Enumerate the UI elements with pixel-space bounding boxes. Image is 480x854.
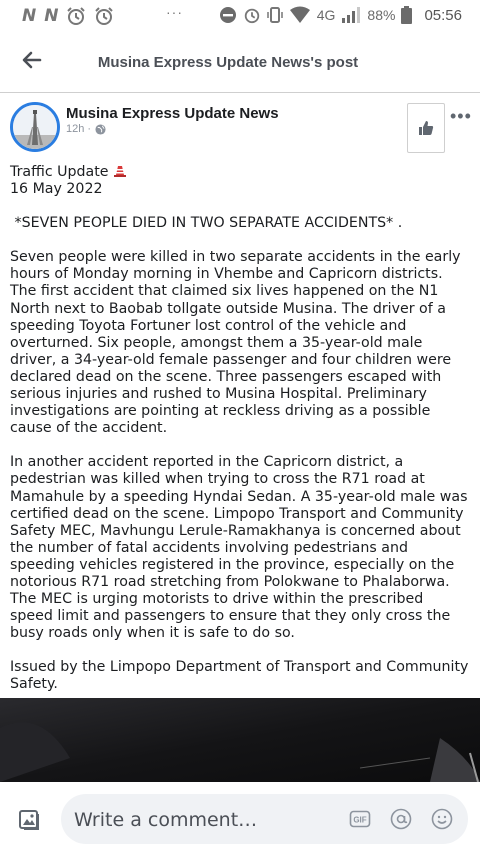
notification-icon: N: [44, 6, 59, 26]
vibrate-icon: [267, 6, 283, 24]
tower-icon: [13, 105, 57, 149]
traffic-update-label: Traffic Update: [10, 164, 109, 180]
app-bar: [0, 32, 480, 93]
comment-bar: [0, 782, 480, 854]
post-meta: [66, 123, 106, 135]
post-headline: *SEVEN PEOPLE DIED IN TWO SEPARATE ACCIDENTS* .: [10, 215, 403, 232]
status-left: [22, 6, 114, 26]
night-road-image: [0, 698, 480, 782]
battery-icon: [401, 6, 412, 24]
post-paragraph: Issued by the Limpopo Department of Transport and Community Safety.: [10, 659, 473, 693]
comment-placeholder: Write a comment…: [74, 809, 258, 831]
alarm-icon: [243, 6, 261, 24]
post-date: 16 May 2022: [10, 181, 103, 198]
page-title: Musina Express Update News's post: [97, 54, 359, 71]
post-body: [10, 164, 473, 694]
post-photo[interactable]: [0, 698, 480, 782]
status-right: [219, 6, 462, 24]
more-options-icon[interactable]: •••: [450, 106, 472, 126]
mention-icon[interactable]: [389, 807, 413, 831]
network-type: 4G: [316, 7, 336, 23]
globe-icon: [95, 124, 106, 135]
post-paragraph: In another accident reported in the Capricorn district, a pedestrian was killed when trying to cross the R71 road at Mamahule by a speeding Hyndai Sedan. A 35-year-old male was certified dead on the scene. Limpopo Transport and Community Safety MEC, Mavhungu Lerule-Ramakhanya is concerned about the number of fatal accidents involving pedestrians and speeding vehicles registered in the province, especially on the notorious R71 road stretching from Polokwane to Phalaborwa. The MEC is urging motorists to drive within the prescribed speed limit and passengers to ensure that they only cross the busy roads only when it is safe to do so.: [10, 454, 472, 642]
gif-label: GIF: [353, 815, 367, 825]
notification-icon: N: [22, 6, 37, 26]
post-time: 12h ·: [66, 123, 92, 135]
status-bar: [0, 0, 480, 32]
alarm-icon: [94, 6, 114, 26]
do-not-disturb-icon: [219, 6, 237, 24]
gif-icon[interactable]: [348, 807, 372, 831]
battery-percent: 88%: [367, 7, 396, 23]
clock: 05:56: [424, 6, 462, 24]
wifi-icon: [289, 6, 311, 24]
construction-icon: [113, 164, 127, 178]
thumbs-up-icon: [418, 120, 434, 136]
page-name[interactable]: Musina Express Update News: [66, 105, 279, 122]
signal-icon: [341, 7, 361, 23]
like-page-button[interactable]: [407, 103, 445, 153]
post-paragraph: Seven people were killed in two separate accidents in the early hours of Monday morning in Vhembe and Capricorn districts. The first accident that claimed six lives happened on the N1 North next to Baobab tollgate outside Musina. The driver of a speeding Toyota Fortuner lost control of the vehicle and overturned. Six people, amongst them a 35-year-old male driver, a 34-year-old female passenger and four children were declared dead on the scene. Three passengers escaped with serious injuries and rushed to Musina Hospital. Preliminary investigations are pointing at reckless driving as a possible cause of the accident.: [10, 249, 466, 437]
post-header: [0, 92, 480, 162]
overflow-dots: ···: [166, 4, 183, 20]
comment-input[interactable]: [61, 794, 468, 844]
post-line: [10, 164, 470, 181]
emoji-icon[interactable]: [430, 807, 454, 831]
photo-icon[interactable]: [18, 808, 42, 832]
avatar[interactable]: [10, 102, 60, 152]
alarm-icon: [66, 6, 86, 26]
